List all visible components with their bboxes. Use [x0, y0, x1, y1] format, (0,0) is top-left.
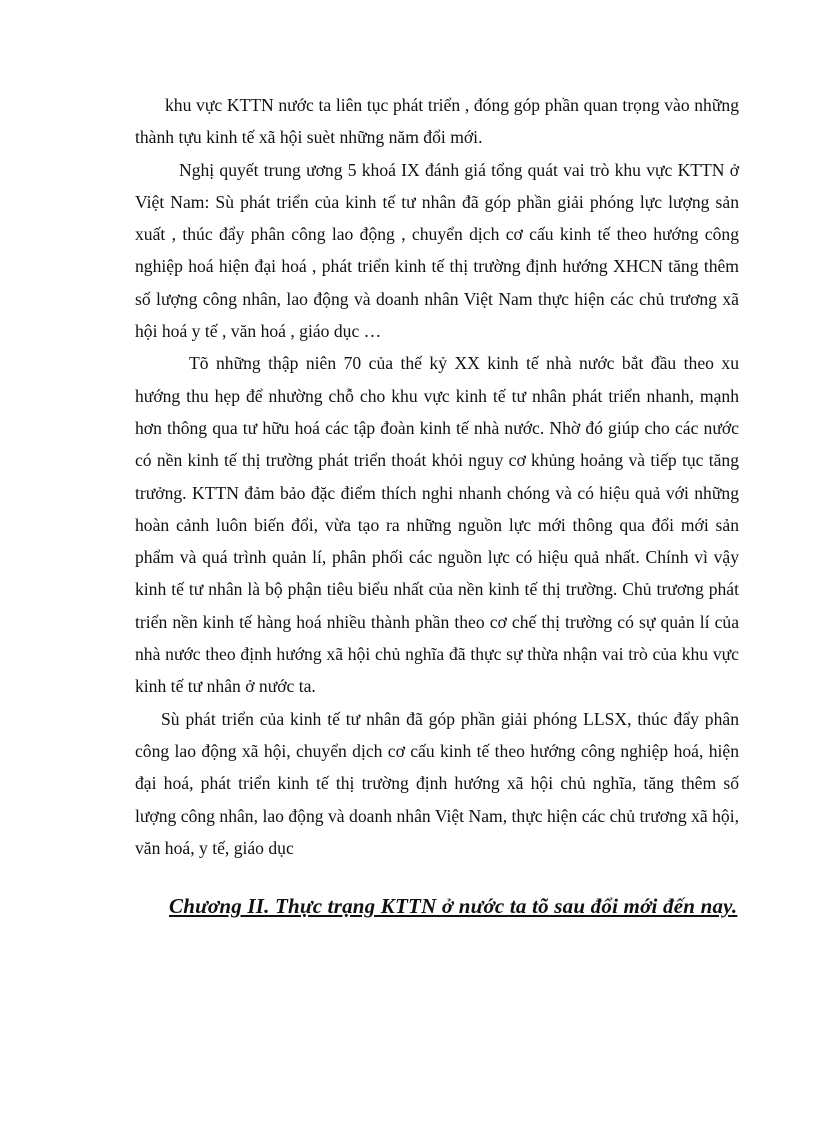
paragraph-history: Tõ những thập niên 70 của thế kỷ XX kinh tế nhà nước bắt đầu theo xu hướng thu hẹp để nhường chỗ cho khu vực kinh tế tư nhân phát triển nhanh, mạnh hơn thông qua tư hữu hoá các tập đoàn kinh tế nhà nước. Nhờ đó giúp cho các nước có nền kinh tế thị trường phát triển thoát khỏi nguy cơ khủng hoảng và tiếp tục tăng trưởng. KTTN đảm bảo đặc điểm thích nghi nhanh chóng và có hiệu quả với những hoàn cảnh luôn biến đổi, vừa tạo ra những nguồn lực mới thông qua đổi mới sản phẩm và quá trình quản lí, phân phối các nguồn lực có hiệu quả nhất. Chính vì vậy kinh tế tư nhân là bộ phận tiêu biểu nhất của nền kinh tế thị trường. Chủ trương phát triển nền kinh tế hàng hoá nhiều thành phần theo cơ chế thị trường có sự quản lí của nhà nước theo định hướng xã hội chủ nghĩa đã thực sự thừa nhận vai trò của khu vực kinh tế tư nhân ở nước ta.: [135, 353, 739, 697]
paragraph-resolution: Nghị quyết trung ương 5 khoá IX đánh giá tổng quát vai trò khu vực KTTN ở Việt Nam: Sù phát triển của kinh tế tư nhân đã góp phần giải phóng lực lượng sản xuất , thúc đẩy phân công lao động , chuyển dịch cơ cấu kinh tế theo hướng công nghiệp hoá hiện đại hoá , phát triển kinh tế thị trường định hướng XHCN tăng thêm số lượng công nhân, lao động và doanh nhân Việt Nam thực hiện các chủ trương xã hội hoá y tế , văn hoá , giáo dục …: [135, 159, 739, 342]
chapter-heading: Chương II. Thực trạng KTTN ở nước ta tõ sau đổi mới đến nay.: [169, 894, 738, 919]
paragraph-intro: khu vực KTTN nước ta liên tục phát triển , đóng góp phần quan trọng vào những thành tựu kinh tế xã hội suèt những năm đổi mới.: [135, 95, 739, 148]
paragraph-summary: Sù phát triển của kinh tế tư nhân đã góp phần giải phóng LLSX, thúc đẩy phân công lao động xã hội, chuyển dịch cơ cấu kinh tế theo hướng công nghiệp hoá, hiện đại hoá, phát triển kinh tế thị trường định hướng xã hội chủ nghĩa, tăng thêm số lượng công nhân, lao động và doanh nhân Việt Nam, thực hiện các chủ trương xã hội, văn hoá, y tế, giáo dục: [135, 708, 739, 858]
document-page: [135, 89, 739, 922]
